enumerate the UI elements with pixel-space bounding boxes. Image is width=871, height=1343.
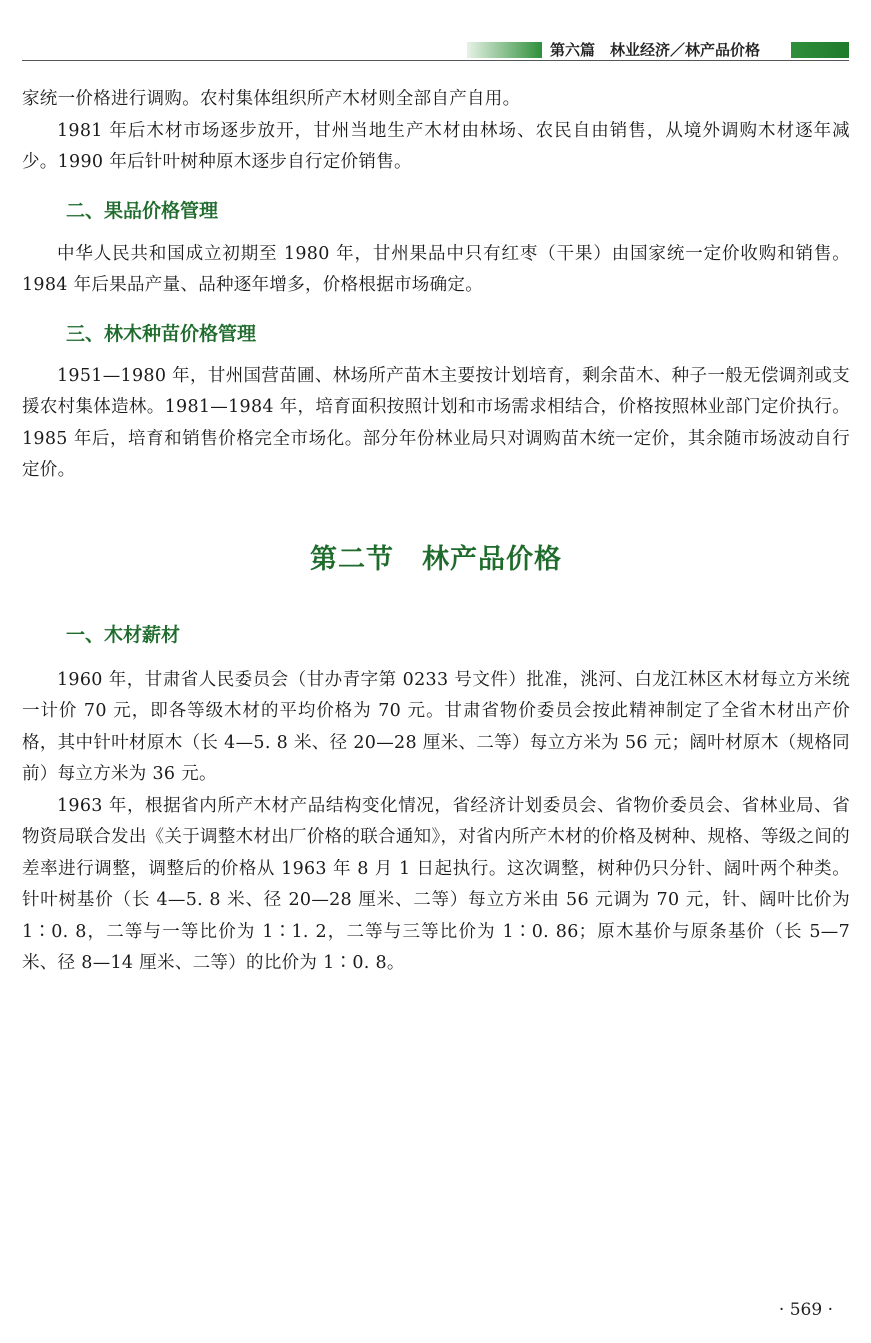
page-number: · 569 · — [778, 1300, 833, 1320]
paragraph-timber-market: 1981 年后木材市场逐步放开，甘州当地生产木材由林场、农民自由销售，从境外调购木材逐年减少。1990 年后针叶树种原木逐步自行定价销售。 — [22, 120, 850, 172]
section-title: 第二节 林产品价格 — [310, 543, 562, 575]
paragraph-1963-adjustment: 1963 年，根据省内所产木材产品结构变化情况，省经济计划委员会、省物价委员会、省林业局、省物资局联合发出《关于调整木材出厂价格的联合通知》，对省内所产木材的价格及树种、规格、等级之间的差率进行调整，调整后的价格从 1963 年 8 月 1 日起执行。这次调整，树种仍只分针、阔叶两个种类。针叶树基价（长 4—5. 8 米、径 20—28 厘米、二等）每立方米由 56 元调为 70 元，针、阔叶比价为 1∶0. 8，二等与一等比价为 1∶1. 2，二等与三等比价为 1∶0. 86；原木基价与原条基价（长 5—7 米、径 8—14 厘米、二等）的比价为 1∶0. 8。 — [22, 795, 850, 973]
paragraph-1960-pricing: 1960 年，甘肃省人民委员会（甘办青字第 0233 号文件）批准，洮河、白龙江林区木材每立方米统一计价 70 元，即各等级木材的平均价格为 70 元。甘肃省物价委员会按此精神制定了全省木材出产价格，其中针叶材原木（长 4—5. 8 米、径 20—28 厘米、二等）每立方米为 56 元；阔叶材原木（规格同前）每立方米为 36 元。 — [22, 669, 850, 784]
paragraph-fruit-price: 中华人民共和国成立初期至 1980 年，甘州果品中只有红枣（干果）由国家统一定价收购和销售。1984 年后果品产量、品种逐年增多，价格根据市场确定。 — [22, 243, 850, 295]
heading-timber-firewood: 一、木材薪材 — [66, 623, 181, 646]
page-body — [22, 84, 850, 980]
running-header — [22, 40, 849, 62]
header-accent-bar-right — [791, 42, 849, 58]
header-rule — [22, 60, 849, 61]
paragraph-seedling-price: 1951—1980 年，甘州国营苗圃、林场所产苗木主要按计划培育，剩余苗木、种子一般无偿调剂或支援农村集体造林。1981—1984 年，培育面积按照计划和市场需求相结合，价格按照林业部门定价执行。1985 年后，培育和销售价格完全市场化。部分年份林业局只对调购苗木统一定价，其余随市场波动自行定价。 — [22, 365, 850, 480]
paragraph-continued: 家统一价格进行调购。农村集体组织所产木材则全部自产自用。 — [22, 89, 521, 109]
running-title: 第六篇 林业经济／林产品价格 — [550, 41, 761, 59]
header-accent-bar-left — [467, 42, 542, 58]
heading-fruit-price: 二、果品价格管理 — [66, 199, 219, 222]
heading-seedling-price: 三、林木种苗价格管理 — [66, 322, 257, 345]
